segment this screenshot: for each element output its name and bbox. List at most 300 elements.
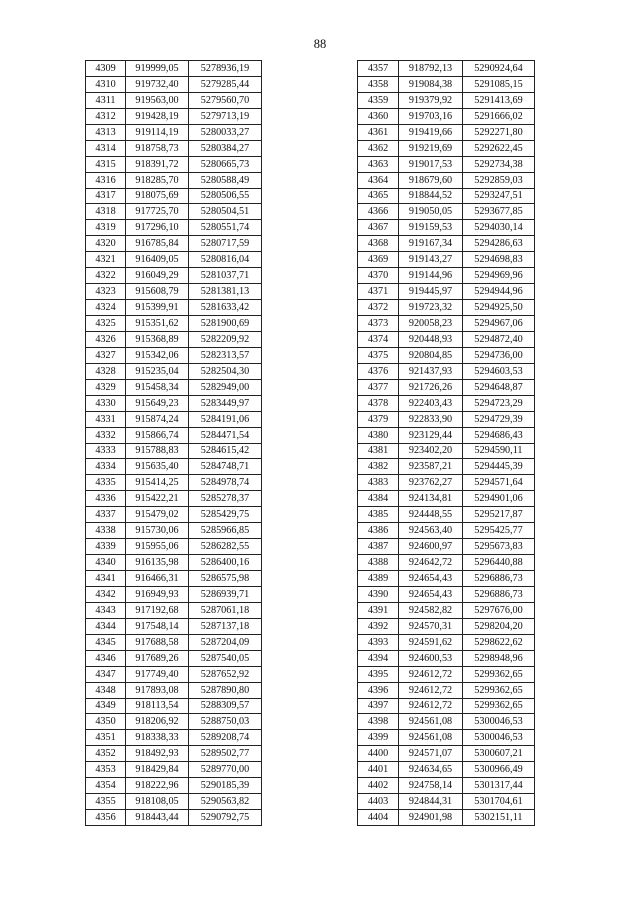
table-row — [358, 634, 535, 650]
table-row — [86, 363, 262, 379]
point-number-cell: 4391 — [358, 602, 399, 618]
table-row — [86, 427, 262, 443]
table-row — [86, 61, 262, 77]
point-number-cell: 4392 — [358, 618, 399, 634]
y-coordinate-cell: 5293247,51 — [463, 188, 535, 204]
x-coordinate-cell: 924561,08 — [399, 714, 463, 730]
x-coordinate-cell: 924582,82 — [399, 602, 463, 618]
point-number-cell: 4369 — [358, 252, 399, 268]
point-number-cell: 4359 — [358, 92, 399, 108]
y-coordinate-cell: 5298948,96 — [463, 650, 535, 666]
point-number-cell: 4314 — [86, 140, 126, 156]
table-row — [86, 443, 262, 459]
y-coordinate-cell: 5279713,19 — [189, 108, 262, 124]
x-coordinate-cell: 919050,05 — [399, 204, 463, 220]
point-number-cell: 4362 — [358, 140, 399, 156]
table-row — [358, 236, 535, 252]
x-coordinate-cell: 919167,34 — [399, 236, 463, 252]
point-number-cell: 4371 — [358, 284, 399, 300]
table-row — [358, 140, 535, 156]
point-number-cell: 4309 — [86, 61, 126, 77]
x-coordinate-cell: 918222,96 — [126, 778, 189, 794]
point-number-cell: 4378 — [358, 395, 399, 411]
x-coordinate-cell: 915874,24 — [126, 411, 189, 427]
y-coordinate-cell: 5300046,53 — [463, 730, 535, 746]
table-row — [358, 539, 535, 555]
point-number-cell: 4390 — [358, 586, 399, 602]
point-number-cell: 4377 — [358, 379, 399, 395]
y-coordinate-cell: 5294698,83 — [463, 252, 535, 268]
table-row — [358, 188, 535, 204]
table-row — [358, 316, 535, 332]
x-coordinate-cell: 924901,98 — [399, 810, 463, 826]
table-row — [358, 300, 535, 316]
table-row — [86, 698, 262, 714]
point-number-cell: 4375 — [358, 347, 399, 363]
y-coordinate-cell: 5299362,65 — [463, 666, 535, 682]
x-coordinate-cell: 916466,31 — [126, 571, 189, 587]
table-row — [86, 555, 262, 571]
point-number-cell: 4330 — [86, 395, 126, 411]
table-row — [358, 252, 535, 268]
x-coordinate-cell: 919563,00 — [126, 92, 189, 108]
y-coordinate-cell: 5285278,37 — [189, 491, 262, 507]
table-row — [86, 634, 262, 650]
point-number-cell: 4402 — [358, 778, 399, 794]
y-coordinate-cell: 5280504,51 — [189, 204, 262, 220]
table-row — [358, 746, 535, 762]
point-number-cell: 4340 — [86, 555, 126, 571]
table-row — [86, 284, 262, 300]
table-row — [86, 650, 262, 666]
x-coordinate-cell: 915635,40 — [126, 459, 189, 475]
y-coordinate-cell: 5281900,69 — [189, 316, 262, 332]
point-number-cell: 4366 — [358, 204, 399, 220]
y-coordinate-cell: 5281037,71 — [189, 268, 262, 284]
y-coordinate-cell: 5294648,87 — [463, 379, 535, 395]
table-row — [358, 523, 535, 539]
point-number-cell: 4358 — [358, 76, 399, 92]
y-coordinate-cell: 5289502,77 — [189, 746, 262, 762]
table-row — [86, 810, 262, 826]
y-coordinate-cell: 5282504,30 — [189, 363, 262, 379]
point-number-cell: 4367 — [358, 220, 399, 236]
point-number-cell: 4400 — [358, 746, 399, 762]
point-number-cell: 4399 — [358, 730, 399, 746]
y-coordinate-cell: 5286575,98 — [189, 571, 262, 587]
coordinate-table-left — [85, 60, 262, 826]
x-coordinate-cell: 924571,07 — [399, 746, 463, 762]
table-row — [86, 108, 262, 124]
x-coordinate-cell: 922403,43 — [399, 395, 463, 411]
point-number-cell: 4331 — [86, 411, 126, 427]
x-coordinate-cell: 917688,58 — [126, 634, 189, 650]
y-coordinate-cell: 5282949,00 — [189, 379, 262, 395]
x-coordinate-cell: 923129,44 — [399, 427, 463, 443]
point-number-cell: 4329 — [86, 379, 126, 395]
x-coordinate-cell: 918113,54 — [126, 698, 189, 714]
point-number-cell: 4345 — [86, 634, 126, 650]
y-coordinate-cell: 5285966,85 — [189, 523, 262, 539]
x-coordinate-cell: 918792,13 — [399, 61, 463, 77]
point-number-cell: 4317 — [86, 188, 126, 204]
point-number-cell: 4368 — [358, 236, 399, 252]
x-coordinate-cell: 916049,29 — [126, 268, 189, 284]
y-coordinate-cell: 5298204,20 — [463, 618, 535, 634]
x-coordinate-cell: 916135,98 — [126, 555, 189, 571]
x-coordinate-cell: 924591,62 — [399, 634, 463, 650]
table-row — [86, 730, 262, 746]
x-coordinate-cell: 915479,02 — [126, 507, 189, 523]
x-coordinate-cell: 923762,27 — [399, 475, 463, 491]
table-row — [358, 395, 535, 411]
y-coordinate-cell: 5280588,49 — [189, 172, 262, 188]
x-coordinate-cell: 921726,26 — [399, 379, 463, 395]
point-number-cell: 4398 — [358, 714, 399, 730]
x-coordinate-cell: 920804,85 — [399, 347, 463, 363]
x-coordinate-cell: 924561,08 — [399, 730, 463, 746]
table-row — [86, 316, 262, 332]
point-number-cell: 4335 — [86, 475, 126, 491]
table-row — [358, 331, 535, 347]
x-coordinate-cell: 915342,06 — [126, 347, 189, 363]
x-coordinate-cell: 915458,34 — [126, 379, 189, 395]
x-coordinate-cell: 919703,16 — [399, 108, 463, 124]
x-coordinate-cell: 923402,20 — [399, 443, 463, 459]
table-row — [358, 794, 535, 810]
y-coordinate-cell: 5287204,09 — [189, 634, 262, 650]
table-row — [86, 395, 262, 411]
y-coordinate-cell: 5294445,39 — [463, 459, 535, 475]
table-row — [358, 778, 535, 794]
x-coordinate-cell: 924758,14 — [399, 778, 463, 794]
y-coordinate-cell: 5294901,06 — [463, 491, 535, 507]
x-coordinate-cell: 919219,69 — [399, 140, 463, 156]
y-coordinate-cell: 5288309,57 — [189, 698, 262, 714]
x-coordinate-cell: 918285,70 — [126, 172, 189, 188]
x-coordinate-cell: 924642,72 — [399, 555, 463, 571]
table-row — [86, 666, 262, 682]
table-row — [86, 124, 262, 140]
point-number-cell: 4351 — [86, 730, 126, 746]
x-coordinate-cell: 916949,93 — [126, 586, 189, 602]
x-coordinate-cell: 916409,05 — [126, 252, 189, 268]
x-coordinate-cell: 924844,31 — [399, 794, 463, 810]
table-row — [86, 300, 262, 316]
y-coordinate-cell: 5295217,87 — [463, 507, 535, 523]
table-row — [86, 602, 262, 618]
point-number-cell: 4361 — [358, 124, 399, 140]
point-number-cell: 4360 — [358, 108, 399, 124]
y-coordinate-cell: 5294686,43 — [463, 427, 535, 443]
point-number-cell: 4354 — [86, 778, 126, 794]
x-coordinate-cell: 919419,66 — [399, 124, 463, 140]
point-number-cell: 4357 — [358, 61, 399, 77]
x-coordinate-cell: 917749,40 — [126, 666, 189, 682]
y-coordinate-cell: 5300046,53 — [463, 714, 535, 730]
point-number-cell: 4349 — [86, 698, 126, 714]
y-coordinate-cell: 5280033,27 — [189, 124, 262, 140]
table-row — [86, 156, 262, 172]
point-number-cell: 4336 — [86, 491, 126, 507]
x-coordinate-cell: 919144,96 — [399, 268, 463, 284]
point-number-cell: 4313 — [86, 124, 126, 140]
x-coordinate-cell: 917296,10 — [126, 220, 189, 236]
x-coordinate-cell: 923587,21 — [399, 459, 463, 475]
x-coordinate-cell: 918429,84 — [126, 762, 189, 778]
y-coordinate-cell: 5284191,06 — [189, 411, 262, 427]
point-number-cell: 4334 — [86, 459, 126, 475]
x-coordinate-cell: 919999,05 — [126, 61, 189, 77]
point-number-cell: 4373 — [358, 316, 399, 332]
x-coordinate-cell: 915955,06 — [126, 539, 189, 555]
table-row — [358, 602, 535, 618]
y-coordinate-cell: 5291413,69 — [463, 92, 535, 108]
point-number-cell: 4380 — [358, 427, 399, 443]
x-coordinate-cell: 919143,27 — [399, 252, 463, 268]
x-coordinate-cell: 924654,43 — [399, 571, 463, 587]
point-number-cell: 4403 — [358, 794, 399, 810]
table-row — [358, 411, 535, 427]
y-coordinate-cell: 5287137,18 — [189, 618, 262, 634]
table-row — [358, 443, 535, 459]
x-coordinate-cell: 918443,44 — [126, 810, 189, 826]
y-coordinate-cell: 5294925,50 — [463, 300, 535, 316]
point-number-cell: 4344 — [86, 618, 126, 634]
point-number-cell: 4401 — [358, 762, 399, 778]
point-number-cell: 4311 — [86, 92, 126, 108]
table-row — [86, 268, 262, 284]
table-row — [86, 188, 262, 204]
table-row — [86, 491, 262, 507]
y-coordinate-cell: 5292622,45 — [463, 140, 535, 156]
y-coordinate-cell: 5299362,65 — [463, 698, 535, 714]
table-row — [86, 571, 262, 587]
x-coordinate-cell: 918844,52 — [399, 188, 463, 204]
y-coordinate-cell: 5294969,96 — [463, 268, 535, 284]
table-row — [358, 714, 535, 730]
point-number-cell: 4363 — [358, 156, 399, 172]
table-row — [86, 411, 262, 427]
y-coordinate-cell: 5297676,00 — [463, 602, 535, 618]
point-number-cell: 4374 — [358, 331, 399, 347]
table-row — [358, 156, 535, 172]
x-coordinate-cell: 924563,40 — [399, 523, 463, 539]
point-number-cell: 4339 — [86, 539, 126, 555]
point-number-cell: 4316 — [86, 172, 126, 188]
y-coordinate-cell: 5284615,42 — [189, 443, 262, 459]
table-row — [86, 794, 262, 810]
table-row — [358, 618, 535, 634]
x-coordinate-cell: 924600,97 — [399, 539, 463, 555]
x-coordinate-cell: 921437,93 — [399, 363, 463, 379]
y-coordinate-cell: 5302151,11 — [463, 810, 535, 826]
table-row — [86, 746, 262, 762]
table-row — [358, 762, 535, 778]
table-row — [358, 61, 535, 77]
x-coordinate-cell: 917192,68 — [126, 602, 189, 618]
y-coordinate-cell: 5300607,21 — [463, 746, 535, 762]
x-coordinate-cell: 919428,19 — [126, 108, 189, 124]
table-row — [86, 523, 262, 539]
y-coordinate-cell: 5290563,82 — [189, 794, 262, 810]
point-number-cell: 4383 — [358, 475, 399, 491]
table-row — [358, 730, 535, 746]
y-coordinate-cell: 5280665,73 — [189, 156, 262, 172]
y-coordinate-cell: 5294603,53 — [463, 363, 535, 379]
y-coordinate-cell: 5301704,61 — [463, 794, 535, 810]
y-coordinate-cell: 5290185,39 — [189, 778, 262, 794]
x-coordinate-cell: 918758,73 — [126, 140, 189, 156]
table-row — [86, 539, 262, 555]
y-coordinate-cell: 5280551,74 — [189, 220, 262, 236]
table-row — [86, 220, 262, 236]
x-coordinate-cell: 915399,91 — [126, 300, 189, 316]
point-number-cell: 4315 — [86, 156, 126, 172]
x-coordinate-cell: 920448,93 — [399, 331, 463, 347]
point-number-cell: 4365 — [358, 188, 399, 204]
y-coordinate-cell: 5290792,75 — [189, 810, 262, 826]
point-number-cell: 4310 — [86, 76, 126, 92]
point-number-cell: 4323 — [86, 284, 126, 300]
x-coordinate-cell: 924600,53 — [399, 650, 463, 666]
x-coordinate-cell: 917689,26 — [126, 650, 189, 666]
point-number-cell: 4397 — [358, 698, 399, 714]
y-coordinate-cell: 5287890,80 — [189, 682, 262, 698]
table-row — [86, 331, 262, 347]
table-row — [358, 698, 535, 714]
table-row — [86, 76, 262, 92]
table-row — [358, 379, 535, 395]
point-number-cell: 4372 — [358, 300, 399, 316]
x-coordinate-cell: 922833,90 — [399, 411, 463, 427]
table-row — [358, 268, 535, 284]
x-coordinate-cell: 917548,14 — [126, 618, 189, 634]
y-coordinate-cell: 5287652,92 — [189, 666, 262, 682]
point-number-cell: 4327 — [86, 347, 126, 363]
point-number-cell: 4332 — [86, 427, 126, 443]
table-row — [86, 714, 262, 730]
x-coordinate-cell: 919017,53 — [399, 156, 463, 172]
y-coordinate-cell: 5281381,13 — [189, 284, 262, 300]
x-coordinate-cell: 918108,05 — [126, 794, 189, 810]
table-row — [86, 252, 262, 268]
x-coordinate-cell: 915649,23 — [126, 395, 189, 411]
point-number-cell: 4389 — [358, 571, 399, 587]
y-coordinate-cell: 5278936,19 — [189, 61, 262, 77]
point-number-cell: 4319 — [86, 220, 126, 236]
table-row — [358, 427, 535, 443]
y-coordinate-cell: 5285429,75 — [189, 507, 262, 523]
point-number-cell: 4370 — [358, 268, 399, 284]
table-row — [358, 682, 535, 698]
point-number-cell: 4355 — [86, 794, 126, 810]
point-number-cell: 4352 — [86, 746, 126, 762]
y-coordinate-cell: 5284978,74 — [189, 475, 262, 491]
point-number-cell: 4388 — [358, 555, 399, 571]
x-coordinate-cell: 924612,72 — [399, 666, 463, 682]
point-number-cell: 4326 — [86, 331, 126, 347]
x-coordinate-cell: 915730,06 — [126, 523, 189, 539]
point-number-cell: 4356 — [86, 810, 126, 826]
table-row — [358, 363, 535, 379]
y-coordinate-cell: 5284748,71 — [189, 459, 262, 475]
x-coordinate-cell: 924134,81 — [399, 491, 463, 507]
y-coordinate-cell: 5294286,63 — [463, 236, 535, 252]
y-coordinate-cell: 5292734,38 — [463, 156, 535, 172]
table-row — [358, 76, 535, 92]
x-coordinate-cell: 924612,72 — [399, 698, 463, 714]
point-number-cell: 4387 — [358, 539, 399, 555]
y-coordinate-cell: 5296886,73 — [463, 586, 535, 602]
point-number-cell: 4385 — [358, 507, 399, 523]
y-coordinate-cell: 5298622,62 — [463, 634, 535, 650]
x-coordinate-cell: 918206,92 — [126, 714, 189, 730]
point-number-cell: 4353 — [86, 762, 126, 778]
table-row — [358, 108, 535, 124]
y-coordinate-cell: 5280506,55 — [189, 188, 262, 204]
y-coordinate-cell: 5280816,04 — [189, 252, 262, 268]
y-coordinate-cell: 5294590,11 — [463, 443, 535, 459]
point-number-cell: 4322 — [86, 268, 126, 284]
x-coordinate-cell: 915608,79 — [126, 284, 189, 300]
y-coordinate-cell: 5280717,59 — [189, 236, 262, 252]
x-coordinate-cell: 919084,38 — [399, 76, 463, 92]
point-number-cell: 4376 — [358, 363, 399, 379]
x-coordinate-cell: 924612,72 — [399, 682, 463, 698]
x-coordinate-cell: 919114,19 — [126, 124, 189, 140]
x-coordinate-cell: 915422,21 — [126, 491, 189, 507]
x-coordinate-cell: 915368,89 — [126, 331, 189, 347]
table-row — [358, 586, 535, 602]
x-coordinate-cell: 915866,74 — [126, 427, 189, 443]
table-row — [86, 92, 262, 108]
y-coordinate-cell: 5286939,71 — [189, 586, 262, 602]
y-coordinate-cell: 5295673,83 — [463, 539, 535, 555]
x-coordinate-cell: 924634,65 — [399, 762, 463, 778]
point-number-cell: 4350 — [86, 714, 126, 730]
point-number-cell: 4341 — [86, 571, 126, 587]
point-number-cell: 4324 — [86, 300, 126, 316]
table-row — [358, 347, 535, 363]
x-coordinate-cell: 917725,70 — [126, 204, 189, 220]
point-number-cell: 4312 — [86, 108, 126, 124]
x-coordinate-cell: 924448,55 — [399, 507, 463, 523]
table-row — [358, 459, 535, 475]
point-number-cell: 4337 — [86, 507, 126, 523]
x-coordinate-cell: 919445,97 — [399, 284, 463, 300]
y-coordinate-cell: 5294729,39 — [463, 411, 535, 427]
x-coordinate-cell: 915351,62 — [126, 316, 189, 332]
table-row — [86, 459, 262, 475]
table-row — [358, 491, 535, 507]
y-coordinate-cell: 5279285,44 — [189, 76, 262, 92]
point-number-cell: 4321 — [86, 252, 126, 268]
table-row — [358, 172, 535, 188]
table-row — [358, 555, 535, 571]
x-coordinate-cell: 917893,08 — [126, 682, 189, 698]
point-number-cell: 4393 — [358, 634, 399, 650]
y-coordinate-cell: 5294944,96 — [463, 284, 535, 300]
x-coordinate-cell: 920058,23 — [399, 316, 463, 332]
y-coordinate-cell: 5282209,92 — [189, 331, 262, 347]
point-number-cell: 4379 — [358, 411, 399, 427]
table-row — [358, 220, 535, 236]
point-number-cell: 4386 — [358, 523, 399, 539]
table-row — [86, 172, 262, 188]
point-number-cell: 4384 — [358, 491, 399, 507]
y-coordinate-cell: 5287540,05 — [189, 650, 262, 666]
